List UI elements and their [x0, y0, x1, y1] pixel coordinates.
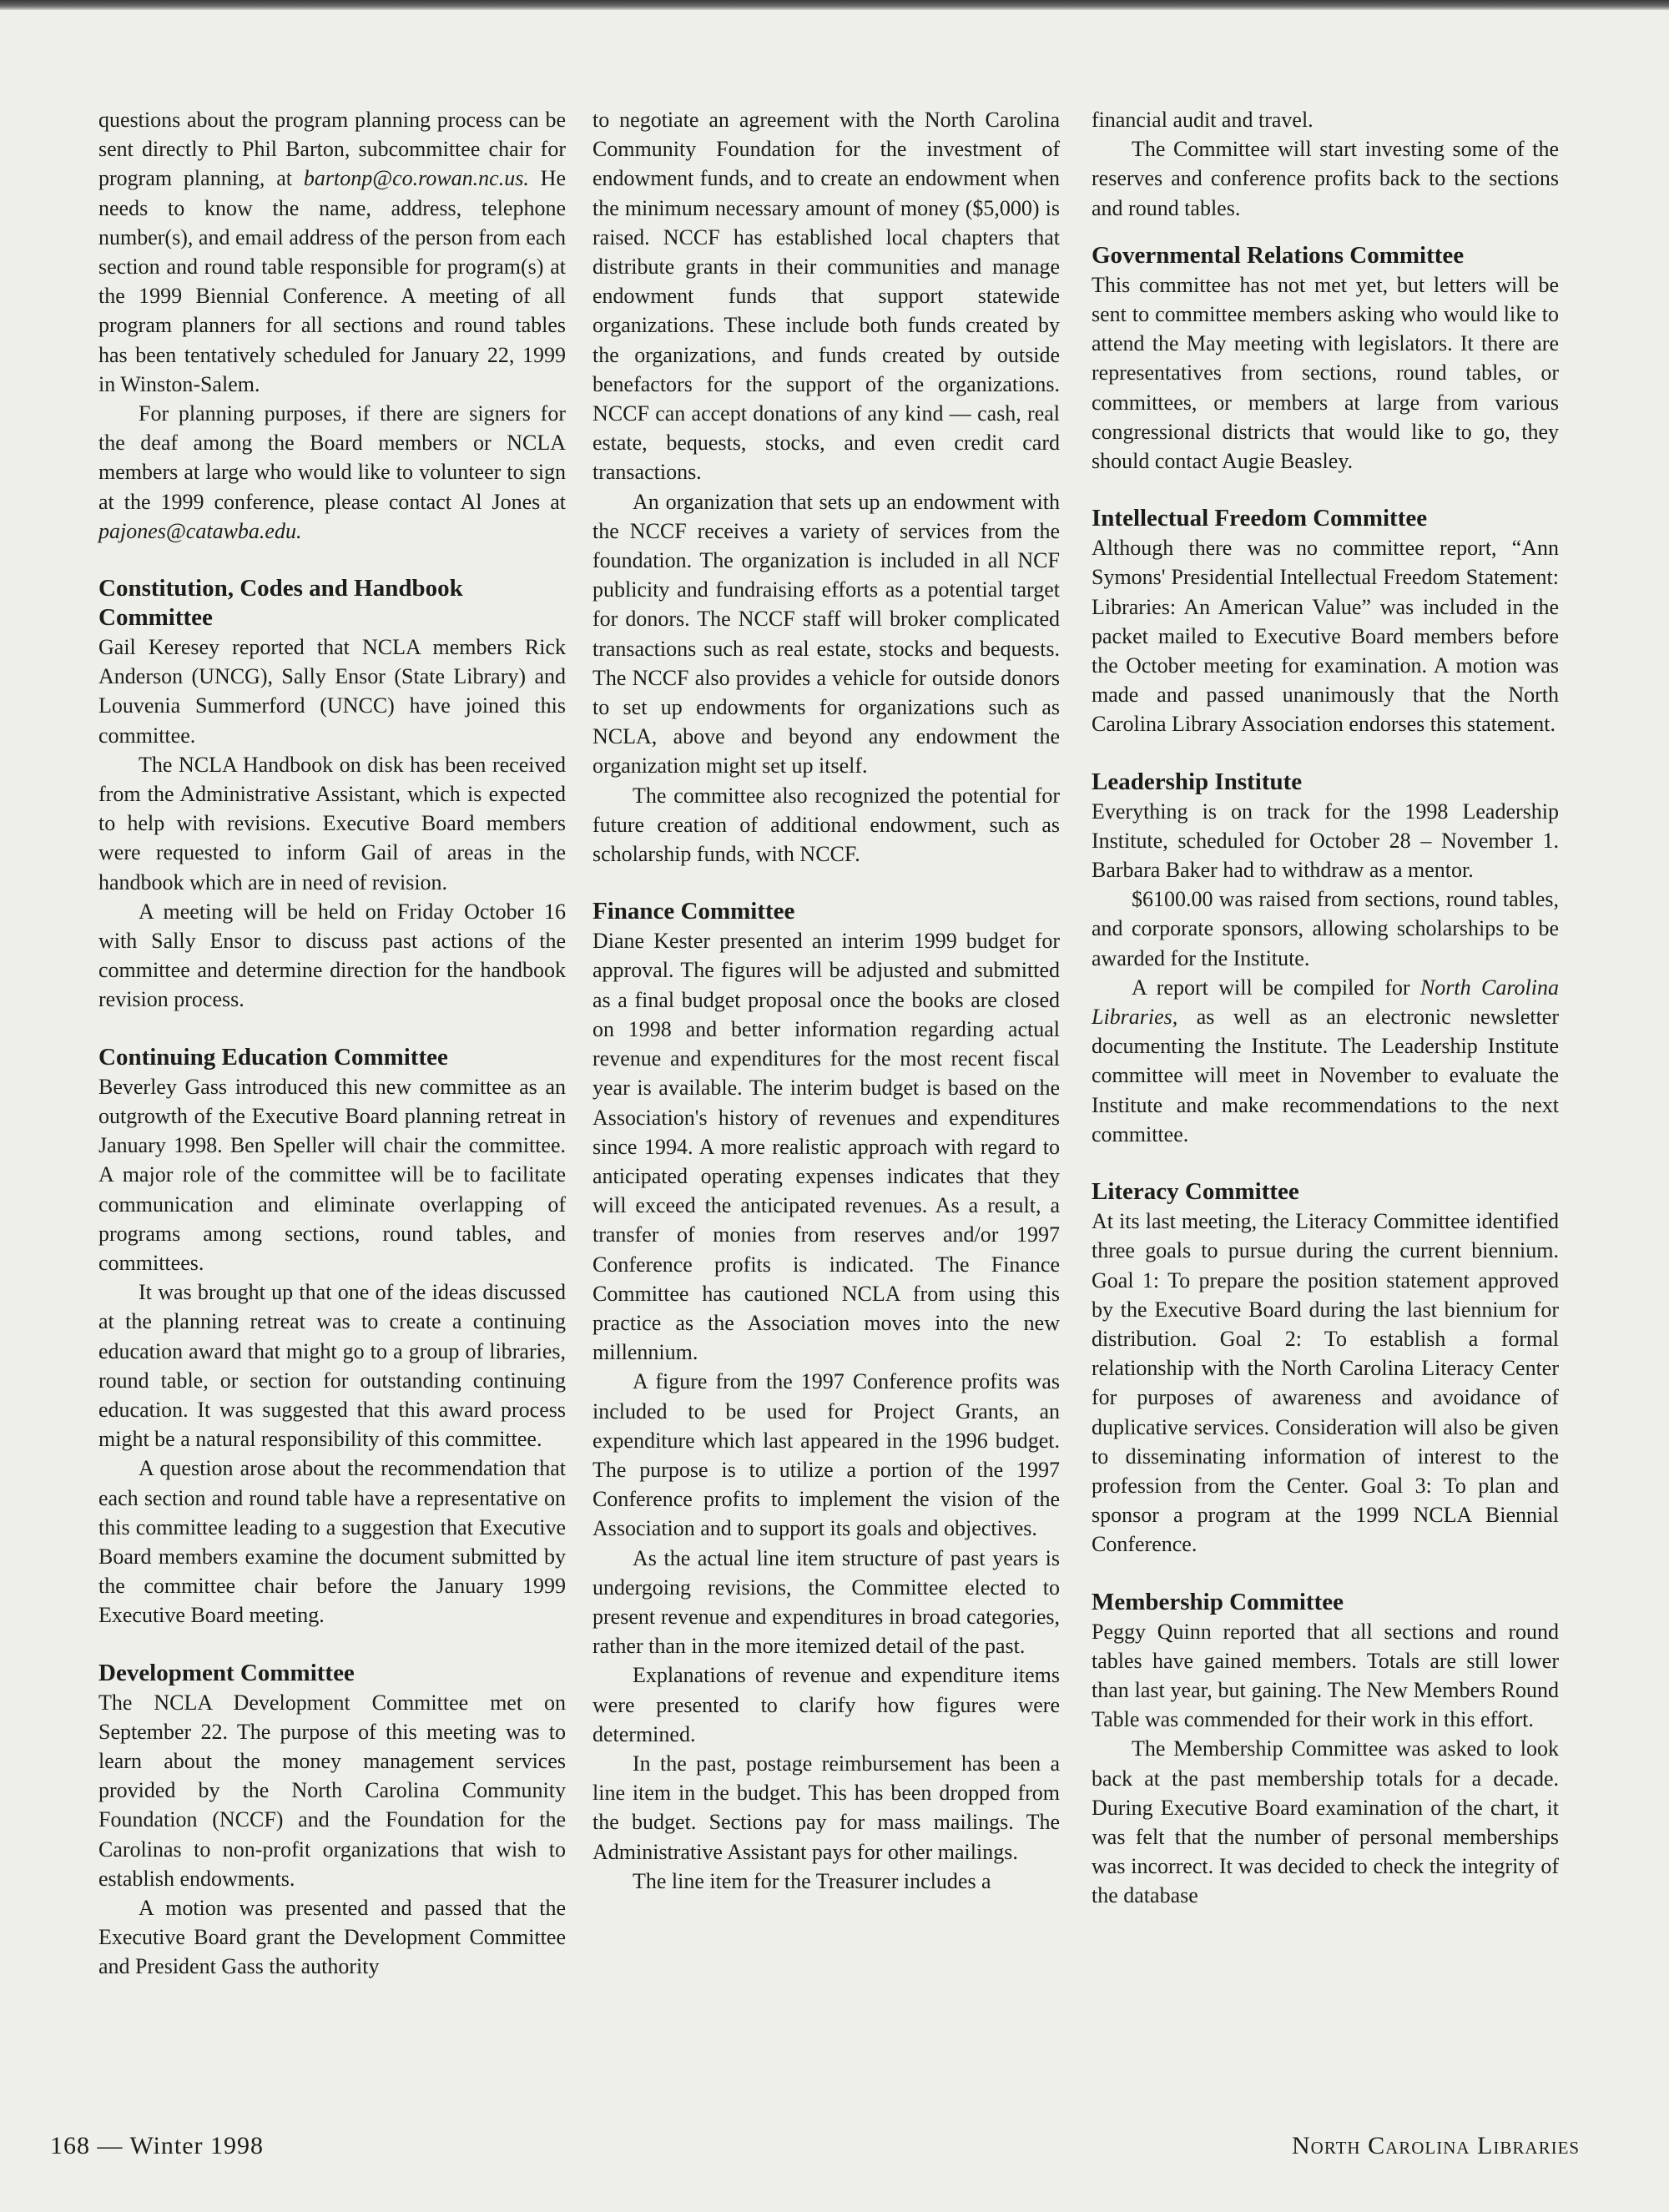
paragraph: The NCLA Development Committee met on September 22. The purpose of this meeting was to learn about the money management services provided by the North Carolina Community Foundation (NCCF) and the Foundation for the Carolinas to non-profit organizations that wish to establish endowments.	[98, 1690, 566, 1891]
paragraph: Diane Kester presented an interim 1999 budget for approval. The figures will be adjusted and submitted as a final budget proposal once the books are closed on 1998 and better information regarding actual revenue and expenditures for the most recent fiscal year is available. The interim budget is based on the Association's history of revenues and expenditures since 1994. A more realistic approach with regard to anticipated operating expenses indicates that they will exceed the anticipated revenues. As a result, a transfer of monies from reserves and/or 1997 Conference profits is indicated. The Finance Committee has cautioned NCLA from using this practice as the Association moves into the new millennium.	[592, 929, 1060, 1365]
heading-governmental-relations: Governmental Relations Committee	[1092, 241, 1465, 269]
paragraph: $6100.00 was raised from sections, round tables, and corporate sponsors, allowing scholarships to be awarded for the Institute.	[1092, 887, 1559, 970]
paragraph: financial audit and travel.	[1092, 108, 1314, 132]
paragraph: The NCLA Handbook on disk has been received from the Administrative Assistant, which is expected to help with revisions. Executive Board members were requested to inform Gail of areas in the handbook which are in need of revision.	[98, 752, 566, 894]
paragraph: This committee has not met yet, but letters will be sent to committee members asking who would like to attend the May meeting with legislators. It there are representatives from sections, round tables, or committees, or members at large from various congressional districts that would like to go, they should contact Augie Beasley.	[1092, 272, 1559, 474]
heading-continuing-education: Continuing Education Committee	[98, 1043, 448, 1071]
page-top-edge	[0, 0, 1669, 10]
paragraph: A report will be compiled for North Carolina Libraries, as well as an electronic newsletter documenting the Institute. The Leadership Institute committee will meet in November to evaluate the Institute and make recommendations to the next committee.	[1092, 975, 1559, 1146]
footer-page-number: 168 — Winter 1998	[50, 2132, 265, 2159]
paragraph: to negotiate an agreement with the North Carolina Community Foundation for the investment of endowment funds, and to create an endowment when the minimum necessary amount of money ($5,000) is raised. NCCF has established local chapters that distribute grants in their communities and manage endowment funds that support statewide organizations. These include both funds created by the organizations, and funds created by outside benefactors for the support of the organizations. NCCF can accept donations of any kind — cash, real estate, bequests, stocks, and even credit card transactions.	[592, 108, 1060, 485]
paragraph: Although there was no committee report, “Ann Symons' Presidential Intellectual Freedom Statement: Libraries: An American Value” was included in the packet mailed to Executive Board members before the October meeting for examination. A motion was made and passed unanimously that the North Carolina Library Association endorses this statement.	[1092, 536, 1559, 737]
column-left	[98, 105, 566, 1982]
paragraph: A motion was presented and passed that the Executive Board grant the Development Committee and President Gass the authority	[98, 1895, 566, 1979]
column-middle	[592, 105, 1060, 1896]
paragraph: The Membership Committee was asked to look back at the past membership totals for a decade. During Executive Board examination of the chart, it was felt that the number of personal memberships was incorrect. It was decided to check the integrity of the database	[1092, 1736, 1559, 1908]
paragraph: A question arose about the recommendation that each section and round table have a representative on this committee leading to a suggestion that Executive Board members examine the document submitted by the committee chair before the January 1999 Executive Board meeting.	[98, 1456, 566, 1628]
heading-literacy: Literacy Committee	[1092, 1178, 1299, 1206]
paragraph: A meeting will be held on Friday October 16 with Sally Ensor to discuss past actions of the committee and determine direction for the handbook revision process.	[98, 899, 566, 1012]
paragraph: The line item for the Treasurer includes a	[633, 1868, 991, 1893]
heading-finance: Finance Committee	[592, 898, 795, 925]
paragraph: Explanations of revenue and expenditure items were presented to clarify how figures were determined.	[592, 1663, 1060, 1746]
paragraph: A figure from the 1997 Conference profits was included to be used for Project Grants, an expenditure which last appeared in the 1996 budget. The purpose is to utilize a portion of the 1997 Conference profits to implement the vision of the Association and to support its goals and objectives.	[592, 1369, 1060, 1541]
paragraph: Everything is on track for the 1998 Leadership Institute, scheduled for October 28 – November 1. Barbara Baker had to withdraw as a mentor.	[1092, 799, 1559, 883]
heading-membership: Membership Committee	[1092, 1588, 1344, 1615]
column-right	[1092, 105, 1559, 1911]
paragraph: Peggy Quinn reported that all sections and round tables have gained members. Totals are still lower than last year, but gaining. The New Members Round Table was commended for their work in this effort.	[1092, 1619, 1559, 1732]
paragraph: It was brought up that one of the ideas discussed at the planning retreat was to create a continuing education award that might go to a group of libraries, round table, or section for outstanding continuing education. It was suggested that this award process might be a natural responsibility of this committee.	[98, 1280, 566, 1452]
email-link[interactable]: pajones@catawba.edu.	[98, 518, 302, 543]
heading-intellectual-freedom: Intellectual Freedom Committee	[1092, 505, 1428, 532]
paragraph: The Committee will start investing some of the reserves and conference profits back to the sections and round tables.	[1092, 137, 1559, 220]
paragraph: In the past, postage reimbursement has been a line item in the budget. This has been dropped from the budget. Sections pay for mass mailings. The Administrative Assistant pays for other mailings.	[592, 1751, 1060, 1864]
paragraph: As the actual line item structure of past years is undergoing revisions, the Committee elected to present revenue and expenditures in broad categories, rather than in the more itemized detail of the past.	[592, 1545, 1060, 1659]
paragraph: An organization that sets up an endowment with the NCCF receives a variety of services from the foundation. The organization is included in all NCF publicity and fundraising efforts as a potential target for donors. The NCCF staff will broker complicated transactions such as real estate, stocks and bequests. The NCCF also provides a vehicle for outside donors to set up endowments for organizations such as NCLA, above and beyond any endowment the organization might set up itself.	[592, 489, 1060, 778]
paragraph: The committee also recognized the potential for future creation of additional endowment, such as scholarship funds, with NCCF.	[592, 783, 1060, 867]
paragraph: Gail Keresey reported that NCLA members Rick Anderson (UNCG), Sally Ensor (State Library) and Louvenia Summerford (UNCC) have joined this committee.	[98, 635, 566, 748]
heading-constitution: Constitution, Codes and Handbook Committee	[98, 575, 463, 632]
paragraph: For planning purposes, if there are signers for the deaf among the Board members or NCLA members at large who would like to volunteer to sign at the 1999 conference, please contact Al Jones at pajones@catawba.edu.	[98, 401, 566, 543]
paragraph: Beverley Gass introduced this new committee as an outgrowth of the Executive Board planning retreat in January 1998. Ben Speller will chair the committee. A major role of the committee will be to facilitate communication and eliminate overlapping of programs among sections, round tables, and committees.	[98, 1074, 566, 1275]
footer-publication-title: North Carolina Libraries	[1292, 2132, 1581, 2159]
email-link[interactable]: bartonp@co.rowan.nc.us.	[303, 166, 529, 191]
heading-development: Development Committee	[98, 1659, 355, 1686]
paragraph: questions about the program planning process can be sent directly to Phil Barton, subcommittee chair for program planning, at bartonp@co.rowan.nc.us. He needs to know the name, address, telephone number(s), and email address of the person from each section and round table responsible for program(s) at the 1999 Biennial Conference. A meeting of all program planners for all sections and round tables has been tentatively scheduled for January 22, 1999 in Winston-Salem.	[98, 108, 566, 396]
paragraph: At its last meeting, the Literacy Committee identified three goals to pursue during the current biennium. Goal 1: To prepare the position statement approved by the Executive Board during the last biennium for distribution. Goal 2: To establish a formal relationship with the North Carolina Literacy Center for purposes of awareness and avoidance of duplicative services. Consideration will also be given to disseminating information of interest to the profession from the Center. Goal 3: To plan and sponsor a program at the 1999 NCLA Biennial Conference.	[1092, 1209, 1559, 1557]
heading-leadership-institute: Leadership Institute	[1092, 768, 1303, 795]
